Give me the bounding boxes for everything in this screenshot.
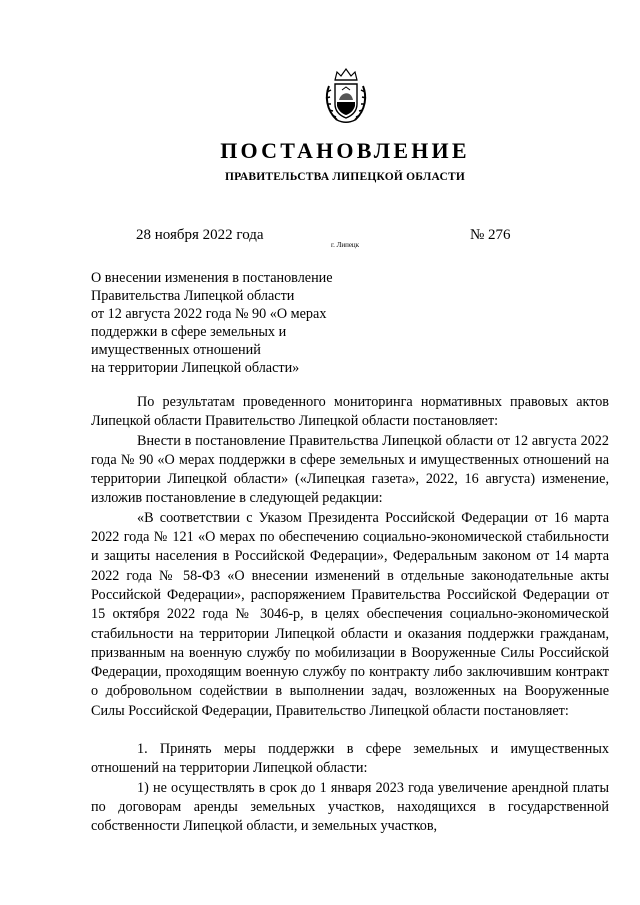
subject-line: на территории Липецкой области» bbox=[91, 360, 300, 376]
clause-1: 1. Принять меры поддержки в сфере земельных и имущественных отношений на территории Липецкой области: bbox=[91, 741, 609, 777]
document-date: 28 ноября 2022 года bbox=[136, 227, 264, 243]
document-body bbox=[91, 393, 609, 837]
new-edition-preamble: «В соответствии с Указом Президента Российской Федерации от 16 марта 2022 года № 121 «О мерах по обеспечению социально-экономической стабильности и защиты населения в Российской Федерации», Федеральным законом от 14 марта 2022 года № 58-ФЗ «О внесении изменений в отдельные законодательные акты Российской Федерации», распоряжением Правительства Российской Федерации от 15 октября 2022 года № 3046-р, в целях обеспечения социально-экономической стабильности на территории Липецкой области и оказания поддержки гражданам, призванным на военную службу по мобилизации в Вооруженные Силы Российской Федерации, проходящим военную службу по контракту либо заключившим контракт о добровольном содействии в выполнении задач, возложенных на Вооруженные Силы Российской Федерации, Правительство Липецкой области постановляет: bbox=[91, 509, 609, 719]
subject-line: поддержки в сфере земельных и bbox=[91, 324, 287, 340]
subject-line: имущественных отношений bbox=[91, 342, 261, 358]
subject-line: Правительства Липецкой области bbox=[91, 288, 295, 304]
document-city: г. Липецк bbox=[331, 241, 360, 249]
subclause-1: 1) не осуществлять в срок до 1 января 2023 года увеличение арендной платы по договорам аренды земельных участков, находящихся в государственной собственности Липецкой области, и земельных участков, bbox=[91, 779, 609, 835]
amendment-paragraph: Внести в постановление Правительства Липецкой области от 12 августа 2022 года № 90 «О мерах поддержки в сфере земельных и имущественных отношений на территории Липецкой области» («Липецкая газета», 2022, 16 августа) изменение, изложив постановление в следующей редакции: bbox=[91, 432, 609, 507]
document-number: № 276 bbox=[470, 227, 511, 243]
preamble-paragraph: По результатам проведенного мониторинга нормативных правовых актов Липецкой области Правительство Липецкой области постановляет: bbox=[91, 394, 609, 430]
document-subject bbox=[91, 269, 381, 377]
subject-line: от 12 августа 2022 года № 90 «О мерах bbox=[91, 306, 327, 322]
document-type-title: ПОСТАНОВЛЕНИЕ bbox=[220, 138, 470, 163]
subject-line: О внесении изменения в постановление bbox=[91, 270, 333, 286]
issuing-authority: ПРАВИТЕЛЬСТВА ЛИПЕЦКОЙ ОБЛАСТИ bbox=[225, 171, 465, 183]
coat-of-arms-emblem bbox=[323, 66, 369, 124]
